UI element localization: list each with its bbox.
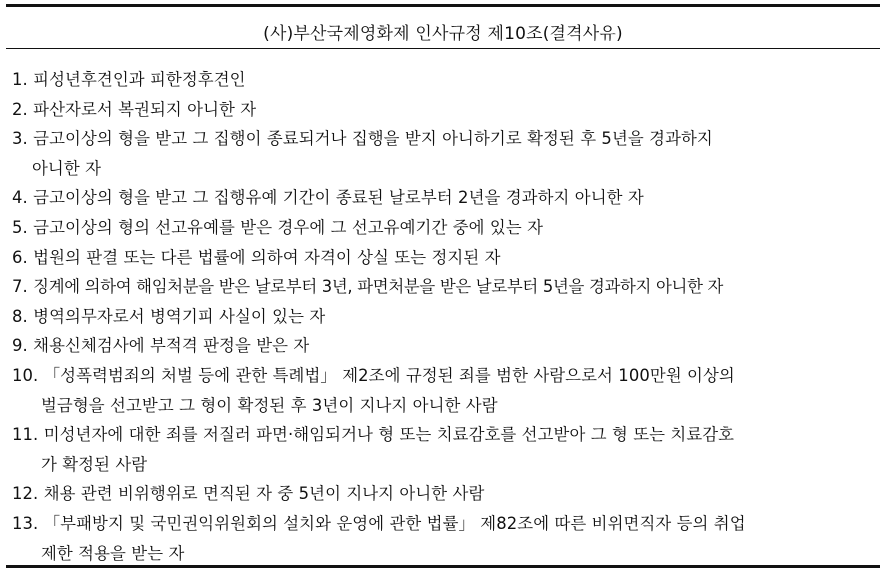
item-number: 8.: [12, 306, 34, 326]
item-continuation: 가 확정된 사람: [41, 454, 148, 474]
list-item: [12, 331, 872, 361]
list-item: [12, 183, 872, 213]
item-text: 징계에 의하여 해임처분을 받은 날로부터 3년, 파면처분을 받은 날로부터 5년을 경과하지 아니한 자: [33, 277, 724, 297]
item-text: 병역의무자로서 병역기피 사실이 있는 자: [33, 306, 326, 326]
item-number: 11.: [12, 425, 44, 445]
list-item: [12, 420, 872, 479]
item-continuation: 제한 적용을 받는 자: [41, 543, 185, 563]
list-item: [12, 124, 872, 183]
list-item: [12, 361, 872, 420]
item-number: 6.: [12, 247, 34, 267]
item-number: 7.: [12, 277, 34, 297]
regulation-table: [6, 4, 880, 568]
item-number: 5.: [12, 217, 34, 237]
list-item: [12, 243, 872, 273]
item-text: 파산자로서 복권되지 아니한 자: [33, 99, 257, 119]
item-text: 피성년후견인과 피한정후견인: [33, 70, 246, 89]
item-number: 10.: [12, 365, 44, 385]
item-number: 9.: [12, 336, 34, 356]
list-item: [12, 272, 872, 302]
list-item: [12, 479, 872, 509]
item-number: 3.: [12, 129, 34, 149]
item-continuation: 아니한 자: [32, 158, 102, 178]
item-text: 금고이상의 형의 선고유예를 받은 경우에 그 선고유예기간 중에 있는 자: [33, 217, 544, 237]
item-text: 「성폭력범죄의 처벌 등에 관한 특례법」 제2조에 규정된 죄를 범한 사람으로서 100만원 이상의: [43, 365, 735, 385]
item-text: 채용 관련 비위행위로 면직된 자 중 5년이 지나지 아니한 사람: [43, 484, 485, 504]
item-continuation: 벌금형을 선고받고 그 형이 확정된 후 3년이 지나지 아니한 사람: [41, 395, 498, 415]
item-number: 13.: [12, 513, 44, 533]
item-number: 2.: [12, 99, 34, 119]
list-item: [12, 302, 872, 332]
item-text: 채용신체검사에 부적격 판정을 받은 자: [33, 336, 310, 356]
list-item: [12, 213, 872, 243]
item-text: 법원의 판결 또는 다른 법률에 의하여 자격이 상실 또는 정지된 자: [33, 247, 501, 267]
item-number: 1.: [12, 70, 34, 89]
list-item: [12, 65, 872, 95]
item-text: 금고이상의 형을 받고 그 집행이 종료되거나 집행을 받지 아니하기로 확정된 후 5년을 경과하지: [33, 129, 713, 149]
item-number: 4.: [12, 188, 34, 208]
list-item: [12, 509, 872, 568]
item-number: 12.: [12, 484, 44, 504]
regulation-title: (사)부산국제영화제 인사규정 제10조(결격사유): [6, 7, 880, 49]
list-item: [12, 95, 872, 125]
disqualification-list: [6, 49, 880, 568]
item-text: 금고이상의 형을 받고 그 집행유예 기간이 종료된 날로부터 2년을 경과하지 아니한 자: [33, 188, 644, 208]
item-text: 「부패방지 및 국민권익위원회의 설치와 운영에 관한 법률」 제82조에 따른 비위면직자 등의 취업: [43, 513, 746, 533]
item-text: 미성년자에 대한 죄를 저질러 파면·해임되거나 형 또는 치료감호를 선고받아 그 형 또는 치료감호: [43, 425, 735, 445]
